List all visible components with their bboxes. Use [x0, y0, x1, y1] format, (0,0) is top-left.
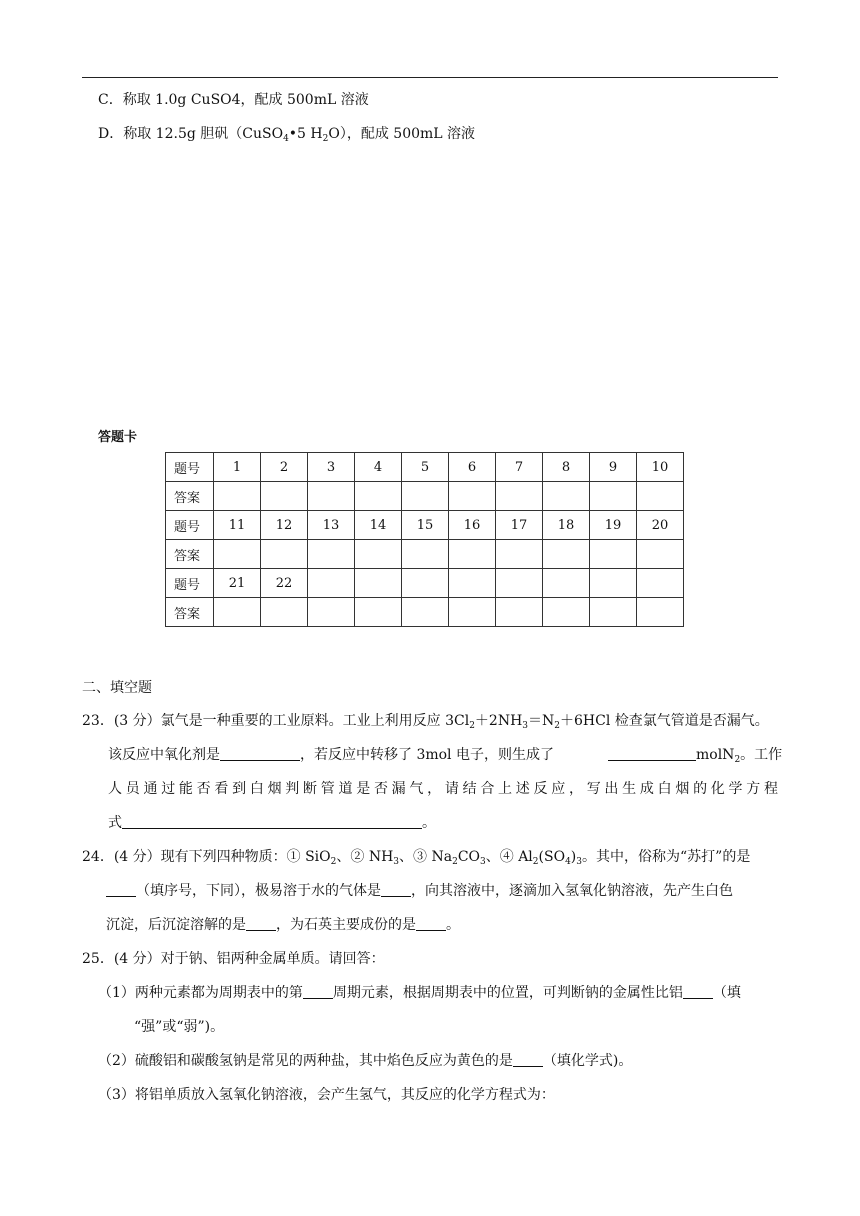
question-number: 5 [402, 453, 449, 482]
table-row [166, 453, 684, 482]
answer-cell[interactable] [214, 598, 261, 627]
question-number [496, 569, 543, 598]
question-number: 7 [496, 453, 543, 482]
answer-cell[interactable] [590, 540, 637, 569]
answer-card-table [165, 452, 684, 627]
q23-line-3: 人员通过能否看到白烟判断管道是否漏气，请结合上述反应，写出生成白烟的化学方程 [108, 781, 778, 797]
q23-line-1: 23．(3 分）氯气是一种重要的工业原料。工业上利用反应 $3Cl_2+2NH_3=N_2+6HCl$ 检查氯气管道是否漏气。 [82, 713, 769, 731]
answer-card-title: 答题卡 [98, 430, 138, 445]
question-number: 16 [449, 511, 496, 540]
row-label: 答案 [166, 482, 214, 511]
answer-blank[interactable] [416, 916, 446, 931]
answer-cell[interactable] [402, 540, 449, 569]
question-number: 1 [214, 453, 261, 482]
answer-cell[interactable] [355, 540, 402, 569]
answer-cell[interactable] [637, 482, 684, 511]
answer-cell[interactable] [261, 540, 308, 569]
section-title: 二、填空题 [82, 680, 152, 696]
answer-cell[interactable] [543, 540, 590, 569]
question-number: 8 [543, 453, 590, 482]
q25-part-2: （2）硫酸铝和碳酸氢钠是常见的两种盐，其中焰色反应为黄色的是 （填化学式)。 [98, 1053, 633, 1069]
row-label: 题号 [166, 453, 214, 482]
answer-cell[interactable] [496, 540, 543, 569]
table-row [166, 540, 684, 569]
answer-cell[interactable] [308, 598, 355, 627]
answer-blank[interactable] [608, 746, 696, 761]
question-number: 4 [355, 453, 402, 482]
q24-line-2: （填序号，下同），极易溶于水的气体是 ，向其溶液中，逐滴加入氢氧化钠溶液，先产生白色 [106, 881, 733, 901]
row-label: 答案 [166, 540, 214, 569]
answer-blank[interactable] [106, 882, 136, 897]
question-number: 2 [261, 453, 308, 482]
answer-blank[interactable] [246, 916, 276, 931]
answer-cell[interactable] [402, 482, 449, 511]
answer-cell[interactable] [308, 540, 355, 569]
answer-cell[interactable] [543, 598, 590, 627]
answer-cell[interactable] [261, 482, 308, 511]
answer-blank[interactable] [513, 1052, 543, 1067]
answer-cell[interactable] [496, 598, 543, 627]
question-number: 12 [261, 511, 308, 540]
q24-line-1: 24．(4 分）现有下列四种物质：① SiO$_2$、② $NH_3$、③ $Na_2CO_3$、④ $Al_2(SO_4)_3$。其中，俗称为“苏打”的是 [82, 849, 751, 867]
answer-cell[interactable] [402, 598, 449, 627]
question-number: 17 [496, 511, 543, 540]
answer-cell[interactable] [449, 598, 496, 627]
q25-part-1-cont: “强”或“弱”)。 [134, 1019, 225, 1035]
q25-part-1: （1）两种元素都为周期表中的第 周期元素，根据周期表中的位置，可判断钠的金属性比铝 （填 [98, 985, 741, 1001]
q23-line-4: 式 。 [108, 815, 436, 831]
answer-cell[interactable] [261, 598, 308, 627]
answer-cell[interactable] [543, 482, 590, 511]
answer-cell[interactable] [214, 540, 261, 569]
row-label: 题号 [166, 511, 214, 540]
q25-part-3: （3）将铝单质放入氢氧化钠溶液，会产生氢气，其反应的化学方程式为： [98, 1087, 555, 1103]
question-number: 13 [308, 511, 355, 540]
question-number: 15 [402, 511, 449, 540]
q23-line-2: 该反应中氧化剂是 ，若反应中转移了 3mol 电子，则生成了 molN$_2$。工作 [108, 747, 783, 765]
question-number [449, 569, 496, 598]
answer-cell[interactable] [637, 598, 684, 627]
question-number [543, 569, 590, 598]
row-label: 题号 [166, 569, 214, 598]
question-number: 22 [261, 569, 308, 598]
question-number [355, 569, 402, 598]
question-number: 18 [543, 511, 590, 540]
question-number: 21 [214, 569, 261, 598]
answer-cell[interactable] [449, 482, 496, 511]
answer-cell[interactable] [308, 482, 355, 511]
question-number: 3 [308, 453, 355, 482]
table-row [166, 511, 684, 540]
question-number: 6 [449, 453, 496, 482]
row-label: 答案 [166, 598, 214, 627]
answer-cell[interactable] [449, 540, 496, 569]
option-d: D．称取 12.5g 胆矾（CuSO$_4$•5 $H_2O$），配成 500mL 溶液 [98, 126, 476, 144]
table-row [166, 569, 684, 598]
question-number [590, 569, 637, 598]
header-rule [82, 77, 778, 78]
question-number: 11 [214, 511, 261, 540]
question-number: 19 [590, 511, 637, 540]
answer-cell[interactable] [496, 482, 543, 511]
question-number [308, 569, 355, 598]
answer-cell[interactable] [355, 482, 402, 511]
answer-blank[interactable] [303, 984, 333, 999]
answer-cell[interactable] [355, 598, 402, 627]
question-number [637, 569, 684, 598]
question-number [402, 569, 449, 598]
answer-blank[interactable] [122, 814, 422, 829]
q24-line-3: 沉淀，后沉淀溶解的是 ，为石英主要成份的是 。 [106, 917, 460, 933]
answer-blank[interactable] [683, 984, 713, 999]
question-number: 9 [590, 453, 637, 482]
answer-blank[interactable] [381, 882, 411, 897]
table-row [166, 482, 684, 511]
answer-cell[interactable] [214, 482, 261, 511]
q25-stem: 25．(4 分）对于钠、铝两种金属单质。请回答： [82, 951, 385, 967]
table-row [166, 598, 684, 627]
question-number: 10 [637, 453, 684, 482]
option-c: C．称取 1.0g CuSO4，配成 500mL 溶液 [98, 92, 369, 108]
answer-cell[interactable] [590, 598, 637, 627]
answer-blank[interactable] [220, 746, 300, 761]
answer-cell[interactable] [590, 482, 637, 511]
question-number: 14 [355, 511, 402, 540]
answer-cell[interactable] [637, 540, 684, 569]
question-number: 20 [637, 511, 684, 540]
